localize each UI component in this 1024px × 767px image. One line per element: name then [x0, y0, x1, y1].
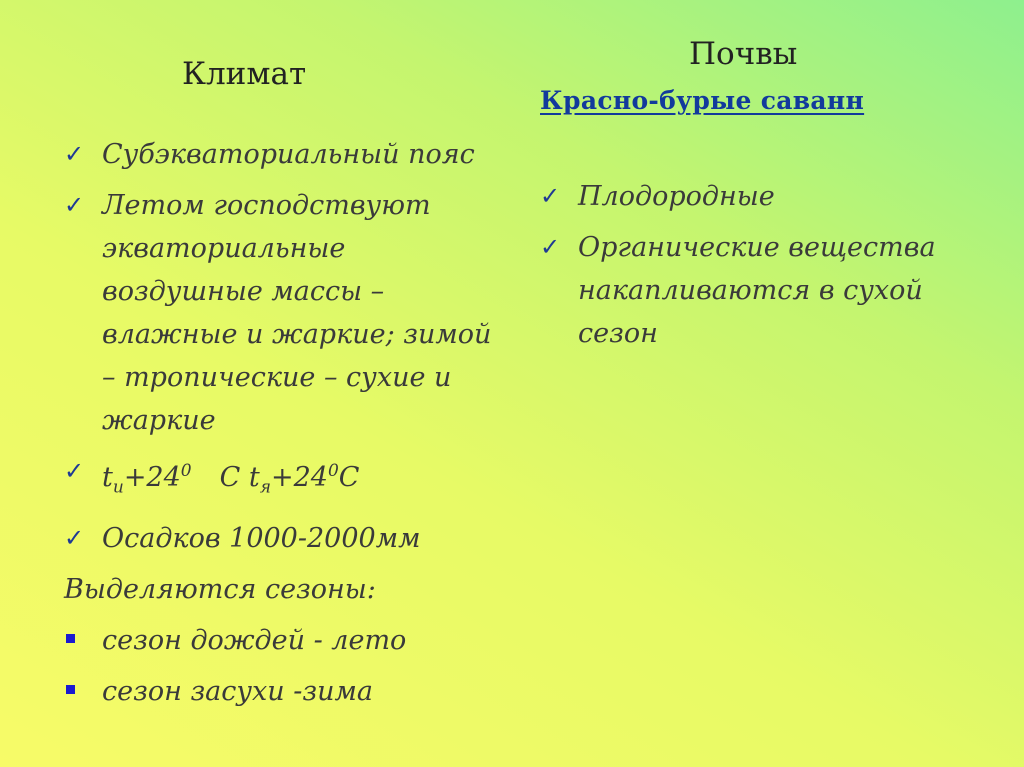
climate-title: Климат [182, 56, 307, 92]
soils-list [540, 175, 960, 355]
square-bullet-icon [66, 634, 75, 643]
list-item [540, 226, 960, 355]
checkmark-icon: ✓ [540, 233, 561, 261]
checkmark-icon: ✓ [64, 140, 85, 168]
temperature-text: $t_и+24^0$ C $t_я+24^0C$ [102, 461, 360, 498]
list-item [64, 133, 504, 176]
checkmark-icon: ✓ [64, 457, 85, 485]
checkmark-icon: ✓ [64, 191, 85, 219]
list-item [64, 517, 504, 560]
list-item [540, 175, 960, 218]
precipitation-text: Осадков 1000-2000мм [102, 523, 421, 555]
air-masses-text: Летом господствуют экваториальные воздушные массы – влажные и жаркие; зимой – тропические – сухие и жаркие [102, 190, 492, 436]
list-item [64, 619, 504, 662]
list-item [64, 184, 504, 442]
fertile-text: Плодородные [578, 181, 775, 212]
soils-title: Почвы [689, 36, 798, 72]
climate-belt-text: Субэкваториальный пояс [102, 139, 475, 170]
seasons-heading: Выделяются сезоны: [64, 574, 376, 606]
list-item [64, 670, 504, 713]
list-item [64, 450, 504, 509]
checkmark-icon: ✓ [540, 182, 561, 210]
rain-season-text: сезон дождей - лето [102, 625, 407, 657]
square-bullet-icon [66, 685, 75, 694]
organic-matter-text: Органические вещества накапливаются в сухой сезон [578, 232, 936, 349]
checkmark-icon: ✓ [64, 524, 85, 553]
soil-type-link[interactable]: Красно-бурые саванн [540, 86, 865, 115]
climate-list [64, 133, 504, 713]
dry-season-text: сезон засухи -зима [102, 676, 373, 708]
